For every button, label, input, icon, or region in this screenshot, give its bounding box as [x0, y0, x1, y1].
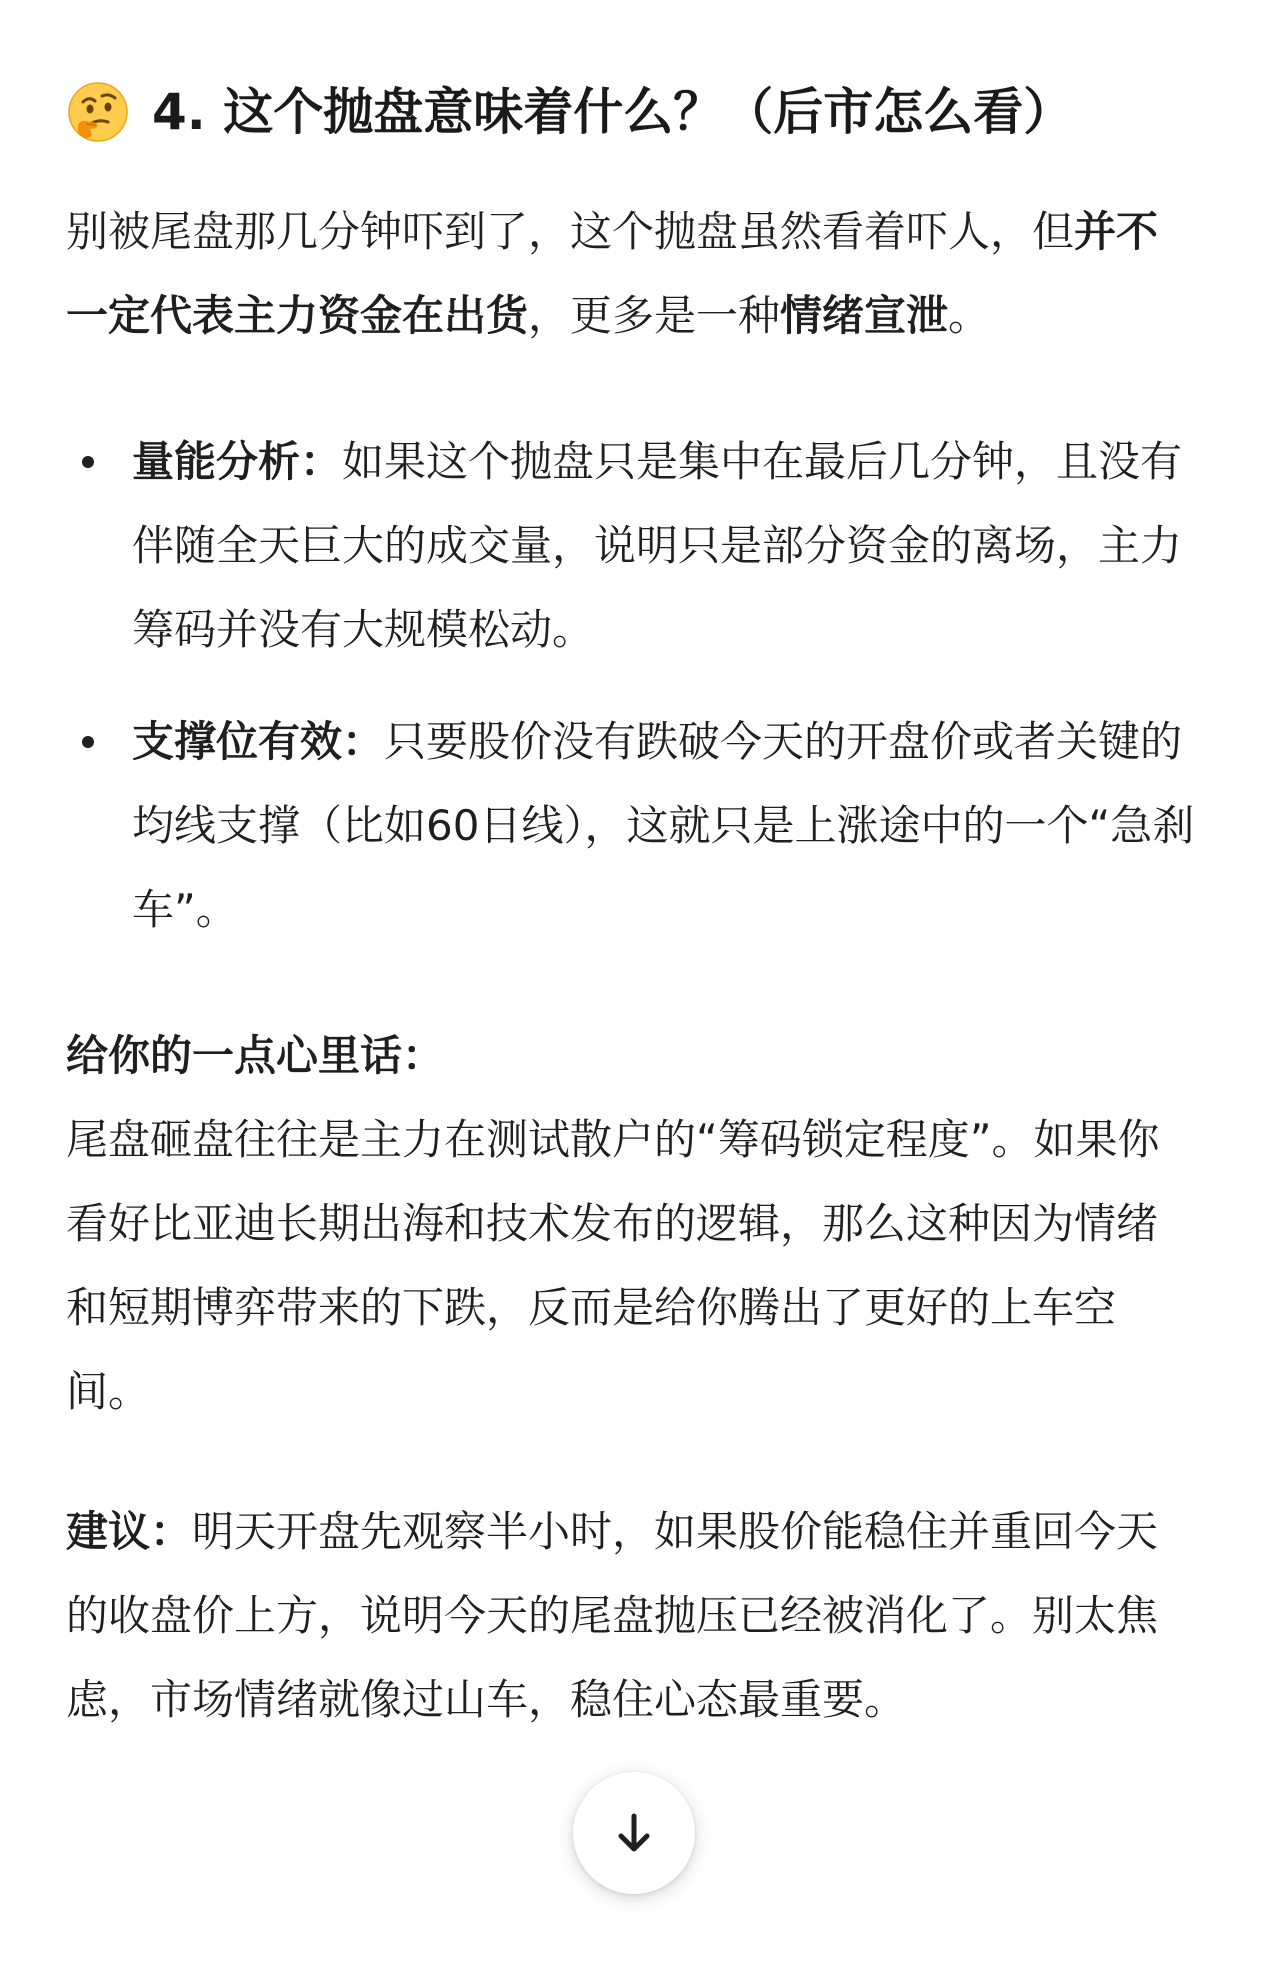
message-content	[66, 72, 1196, 1742]
bullet-label: 支撑位有效：	[132, 717, 385, 766]
intro-text: ，更多是一种	[528, 291, 781, 340]
list-item	[66, 420, 1196, 672]
arrow-down-icon	[609, 1808, 659, 1858]
bullet-marker	[82, 456, 94, 468]
advice-section	[66, 1014, 1196, 1434]
advice-text: 尾盘砸盘往往是主力在测试散户的“筹码锁定程度”。如果你看好比亚迪长期出海和技术发布的逻辑，那么这种因为情绪和短期博弈带来的下跌，反而是给你腾出了更好的上车空间。	[66, 1115, 1160, 1416]
scroll-to-bottom-button[interactable]	[573, 1772, 695, 1894]
suggestion-text: 明天开盘先观察半小时，如果股价能稳住并重回今天的收盘价上方，说明今天的尾盘抛压已经被消化了。别太焦虑，市场情绪就像过山车，稳住心态最重要。	[66, 1507, 1159, 1724]
suggestion-paragraph	[66, 1490, 1196, 1742]
section-heading	[66, 72, 1196, 152]
intro-emphasis: 情绪宣泄	[780, 291, 949, 340]
bullet-text: 只要股价没有跌破今天的开盘价或者关键的均线支撑（比如60日线），这就只是上涨途中的一个“急刹车”。	[132, 717, 1195, 934]
bullet-label: 量能分析：	[132, 437, 343, 486]
thinking-face-icon	[66, 80, 130, 144]
advice-title: 给你的一点心里话：	[66, 1031, 445, 1080]
bullet-text: 如果这个抛盘只是集中在最后几分钟，且没有伴随全天巨大的成交量，说明只是部分资金的离场，主力筹码并没有大规模松动。	[132, 437, 1183, 654]
intro-text: 别被尾盘那几分钟吓到了，这个抛盘虽然看着吓人，但	[66, 207, 1075, 256]
bullet-list	[66, 420, 1196, 952]
suggestion-label: 建议：	[66, 1507, 193, 1556]
heading-title: 4. 这个抛盘意味着什么？（后市怎么看）	[152, 83, 1074, 141]
intro-emphasis: 并不一定代表主力资金在出货	[66, 207, 1159, 340]
intro-paragraph	[66, 190, 1196, 358]
bullet-marker	[82, 736, 94, 748]
list-item	[66, 700, 1196, 952]
intro-text: 。	[948, 291, 991, 340]
